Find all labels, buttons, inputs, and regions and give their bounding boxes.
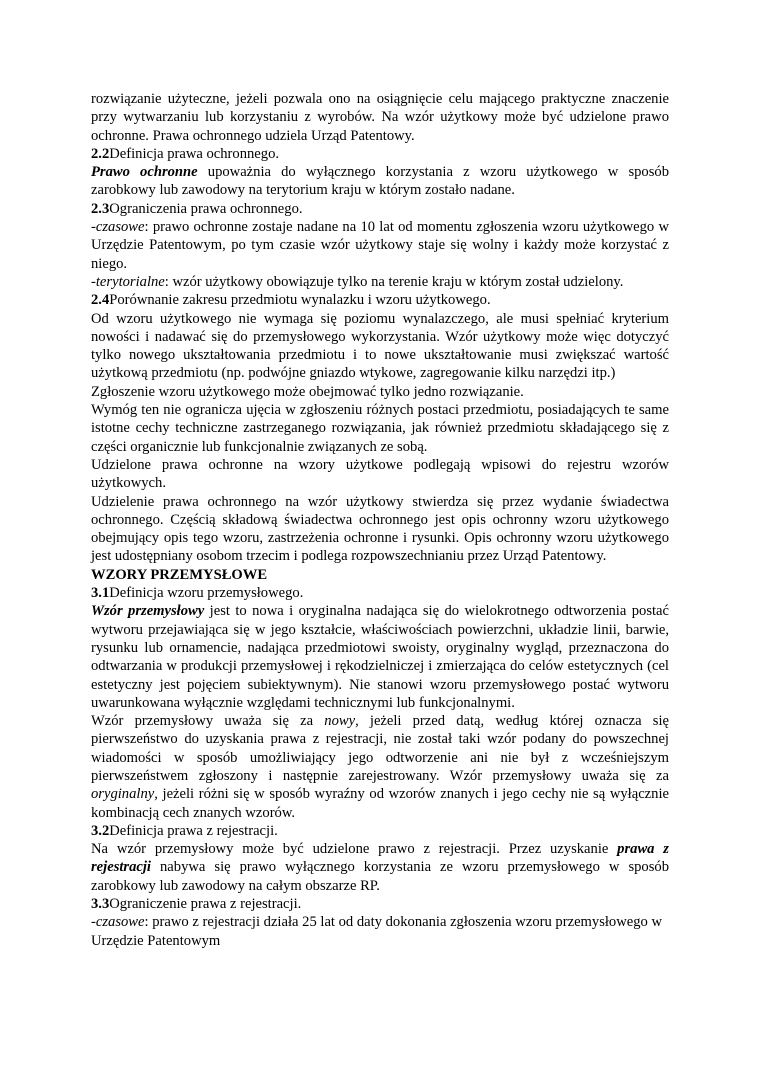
text-run: : prawo z rejestracji działa 25 lat od daty dokonania zgłoszenia wzoru przemysłowego w Urzędzie Patentowym: [91, 914, 663, 949]
text-run: , jeżeli różni się w sposób wyraźny od wzorów znanych i jego cechy nie są wyłącznie kombinacją cech znanych wzorów.: [91, 786, 669, 821]
text-run: Udzielone prawa ochronne na wzory użytkowe podlegają wpisowi do rejestru wzorów użytkowych.: [91, 456, 669, 492]
paragraph: [91, 493, 669, 566]
bold-run: 3.2: [91, 822, 110, 839]
bold-run: Prawo ochronne: [91, 164, 198, 181]
paragraph: [91, 218, 669, 273]
paragraph: [91, 90, 669, 145]
italic-run: terytorialne: [95, 273, 165, 290]
italic-run: nowy: [324, 713, 356, 730]
paragraph: [91, 913, 669, 950]
text-run: Wymóg ten nie ogranicza ujęcia w zgłoszeniu różnych postaci przedmiotu, posiadających te same istotne cechy techniczne zastrzeganego rozwiązania, jak również przedmiotu składającego się z części organicznie lub funkcjonalnie związanych ze sobą.: [91, 402, 669, 455]
text-run: -: [91, 219, 96, 236]
text-run: Definicja wzoru przemysłowego.: [109, 585, 304, 602]
text-run: upoważnia do wyłącznego korzystania z wzoru użytkowego w sposób zarobkowy lub zawodowy na terytorium kraju w którym zostało nadane.: [91, 164, 669, 199]
text-run: Na wzór przemysłowy może być udzielone prawo z rejestracji. Przez uzyskanie: [91, 841, 618, 858]
paragraph: [91, 145, 669, 163]
text-run: -: [91, 914, 96, 931]
paragraph: [91, 273, 669, 291]
text-run: Udzielenie prawa ochronnego na wzór użytkowy stwierdza się przez wydanie świadectwa ochronnego. Częścią składową świadectwa ochronnego jest opis ochronny wzoru użytkowego obejmujący opis tego wzoru, zastrzeżenia ochronne i rysunki. Opis ochronny wzoru użytkowego jest udostępniany osobom trzecim i podlega rozpowszechnianiu przez Urząd Patentowy.: [91, 493, 669, 565]
text-run: rozwiązanie użyteczne, jeżeli pozwala ono na osiągnięcie celu mającego praktyczne znaczenie przy wytwarzaniu lub korzystaniu z wyrobów. Na wzór użytkowy może być udzielone prawo ochronne. Prawa ochronnego udziela Urząd Patentowy.: [91, 91, 669, 144]
paragraph: [91, 584, 669, 602]
italic-run: oryginalny: [91, 786, 155, 803]
italic-run: czasowe: [95, 219, 145, 236]
paragraph: [91, 310, 669, 383]
text-run: jest to nowa i oryginalna nadająca się do wielokrotnego odtworzenia postać wytworu przejawiająca się w jego kształcie, właściwościach powierzchni, układzie linii, barwie, rysunku lub ornamencie, nadająca przedmiotowi swoisty, oryginalny wygląd, przeznaczona do odtwarzania w produkcji przemysłowej i rękodzielniczej i zmierzająca do celów estetycznych (cel estetyczny jest pojęciem subiektywnym). Nie stanowi wzoru przemysłowego postać wytworu uwarunkowana wyłącznie względami technicznymi lub funkcjonalnymi.: [91, 603, 670, 711]
text-run: Wzór przemysłowy uważa się za: [91, 713, 325, 730]
paragraph: [91, 200, 669, 218]
paragraph: [91, 602, 669, 712]
bold-run: 3.3: [91, 896, 110, 913]
bold-run: 3.1: [91, 585, 110, 602]
text-run: nabywa się prawo wyłącznego korzystania ze wzoru przemysłowego w sposób zarobkowy lub zawodowy na całym obszarze RP.: [91, 859, 669, 894]
italic-run: czasowe: [95, 914, 145, 931]
paragraph: [91, 566, 669, 584]
text-run: Zgłoszenie wzoru użytkowego może obejmować tylko jedno rozwiązanie.: [91, 383, 524, 400]
paragraph: [91, 822, 669, 840]
bold-run: prawa z rejestracji: [91, 841, 669, 876]
document-body: [91, 90, 669, 950]
text-run: Definicja prawa ochronnego.: [109, 145, 280, 162]
paragraph: [91, 895, 669, 913]
paragraph: [91, 163, 669, 200]
text-run: Definicja prawa z rejestracji.: [109, 822, 278, 839]
text-run: Porównanie zakresu przedmiotu wynalazku i wzoru użytkowego.: [109, 292, 491, 309]
text-run: Ograniczenia prawa ochronnego.: [109, 200, 303, 217]
paragraph: [91, 291, 669, 309]
bold-run: 2.4: [91, 292, 110, 309]
bold-run: 2.2: [91, 145, 110, 162]
bold-run: Wzór przemysłowy: [91, 603, 205, 620]
text-run: Od wzoru użytkowego nie wymaga się poziomu wynalazczego, ale musi spełniać kryterium nowości i nadawać się do przemysłowego wykorzystania. Wzór użytkowy może więc dotyczyć tylko nowego ukształtowania przedmiotu i to nowe ukształtowanie musi zwiększać wartość użytkową przedmiotu (np. podwójne gniazdo wtykowe, zagregowanie kilku narzędzi itp.): [91, 310, 669, 382]
text-run: -: [91, 273, 96, 290]
text-run: : wzór użytkowy obowiązuje tylko na terenie kraju w którym został udzielony.: [164, 273, 624, 290]
bold-run: WZORY PRZEMYSŁOWE: [91, 566, 268, 583]
paragraph: [91, 401, 669, 456]
paragraph: [91, 456, 669, 493]
paragraph: [91, 383, 669, 401]
text-run: , jeżeli przed datą, według której oznacza się pierwszeństwo do uzyskania prawa z rejestracji, nie został taki wzór podany do powszechnej wiadomości w sposób umożliwiający jego odtworzenie ani nie był z wcześniejszym pierwszeństwem zgłoszony i następnie zarejestrowany. Wzór przemysłowy uważa się za: [91, 713, 669, 784]
bold-run: 2.3: [91, 200, 110, 217]
paragraph: [91, 840, 669, 895]
text-run: Ograniczenie prawa z rejestracji.: [109, 896, 302, 913]
paragraph: [91, 712, 669, 822]
text-run: : prawo ochronne zostaje nadane na 10 lat od momentu zgłoszenia wzoru użytkowego w Urzędzie Patentowym, po tym czasie wzór użytkowy staje się wolny i każdy może korzystać z niego.: [91, 219, 669, 272]
